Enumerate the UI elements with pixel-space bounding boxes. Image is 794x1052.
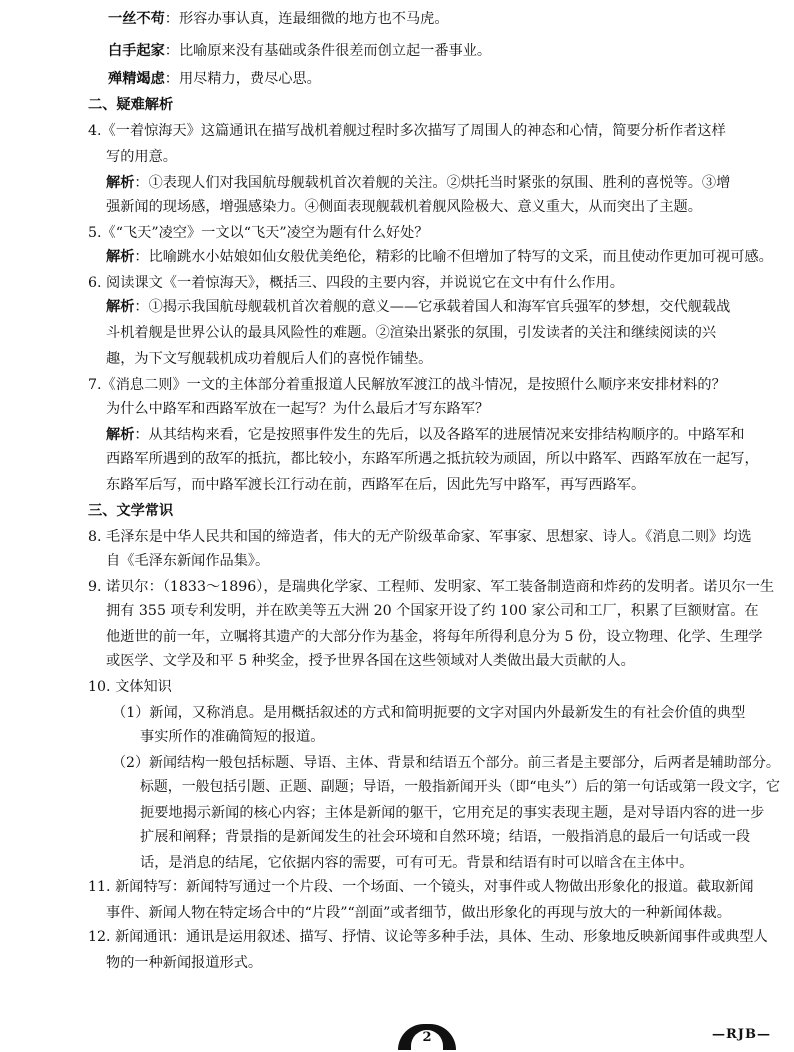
paragraph-text: 12. 新闻通讯：通讯是运用叙述、描写、抒情、议论等多种手法，具体、生动、形象地反映新闻事件或典型人 [88, 929, 768, 945]
idiom-line [108, 68, 321, 90]
answer-line [106, 296, 730, 318]
paragraph-text: 事件、新闻人物在特定场合中的“片段”“剖面”或者细节，做出形象化的再现与放大的一种新闻体裁。 [106, 905, 731, 921]
idiom-term: 白手起家 [108, 43, 165, 59]
paragraph-text: 事实所作的准确简短的报道。 [140, 729, 325, 745]
paragraph-text: （1）新闻，又称消息。是用概括叙述的方式和简明扼要的文字对国内外最新发生的有社会价值的典型 [112, 705, 746, 721]
paragraph-text: （2）新闻结构一般包括标题、导语、主体、背景和结语五个部分。前三者是主要部分，后两者是辅助部分。 [112, 755, 780, 771]
analysis-label: 解析 [106, 427, 135, 443]
idiom-term: 殚精竭虑 [108, 71, 165, 87]
answer-text: ：从其结构来看，它是按照事件发生的先后，以及各路军的进展情况来安排结构顺序的。中路军和 [134, 427, 745, 443]
answer-line [106, 172, 730, 194]
answer-text: 强新闻的现场感，增强感染力。④侧面表现舰载机着舰风险极大、意义重大，从而突出了主题。 [106, 199, 702, 215]
paragraph-text: 标题，一般包括引题、正题、副题；导语，一般指新闻开头（即“电头”）后的第一句话或第一段文字，它 [140, 779, 780, 795]
idiom-definition: ：用尽精力，费尽心思。 [164, 71, 321, 87]
paragraph-text: 扩展和阐释；背景指的是新闻发生的社会环境和自然环境；结语，一般指消息的最后一句话或一段 [140, 829, 751, 845]
analysis-label: 解析 [106, 175, 135, 191]
answer-line [106, 246, 773, 268]
paragraph-text: 扼要地揭示新闻的核心内容；主体是新闻的躯干，它用充足的事实表现主题，是对导语内容的进一步 [140, 805, 765, 821]
paragraph-text: 11. 新闻特写：新闻特写通过一个片段、一个场面、一个镜头，对事件或人物做出形象化的报道。截取新闻 [88, 879, 754, 895]
question-text: 5.《“飞天”凌空》一文以“飞天”凌空为题有什么好处？ [88, 225, 429, 241]
question-text: 4.《一着惊海天》这篇通讯在描写战机着舰过程时多次描写了周围人的神态和心情，简要分析作者这样 [88, 123, 726, 139]
question-text: 6. 阅读课文《一着惊海天》，概括三、四段的主要内容，并说说它在文中有什么作用。 [88, 275, 624, 291]
paragraph-text: 自《毛泽东新闻作品集》。 [106, 553, 270, 569]
idiom-line [108, 40, 491, 62]
paragraph-text: 话，是消息的结尾，它依据内容的需要，可有可无。背景和结语有时可以暗含在主体中。 [140, 855, 694, 871]
page-number: 2 [422, 1030, 432, 1045]
question-text: 7.《消息二则》一文的主体部分着重报道人民解放军渡江的战斗情况，是按照什么顺序来安排材料的？ [88, 377, 726, 393]
answer-text: ：①揭示我国航母舰载机首次着舰的意义——它承载着国人和海军官兵强军的梦想，交代舰载战 [134, 299, 731, 315]
answer-text: 西路军所遇到的敌军的抵抗，都比较小，东路军所遇之抵抗较为顽固，所以中路军、西路军放在一起写， [106, 451, 759, 467]
analysis-label: 解析 [106, 299, 135, 315]
answer-text: 趣，为下文写舰载机成功着舰后人们的喜悦作铺垫。 [106, 351, 433, 367]
section-heading: 三、文学常识 [88, 503, 174, 519]
paragraph-text: 9. 诺贝尔：（1833～1896），是瑞典化学家、工程师、发明家、军工装备制造商和炸药的发明者。诺贝尔一生 [88, 579, 775, 595]
answer-line [106, 424, 744, 446]
answer-text: 东路军后写，而中路军渡长江行动在前，西路军在后，因此先写中路军，再写西路军。 [106, 477, 646, 493]
question-text: 为什么中路军和西路军放在一起写？为什么最后才写东路军？ [106, 401, 490, 417]
paragraph-text: 他逝世的前一年，立嘱将其遗产的大部分作为基金，将每年所得利息分为 5 份，设立物理、化学、生理学 [106, 629, 763, 645]
answer-text: ：比喻跳水小姑娘如仙女般优美绝伦，精彩的比喻不但增加了特写的文采，而且使动作更加可视可感。 [134, 249, 773, 265]
footer-code: —RJB— [712, 1027, 771, 1042]
paragraph-text: 或医学、文学及和平 5 种奖金，授予世界各国在这些领域对人类做出最大贡献的人。 [106, 653, 635, 669]
paragraph-text: 拥有 355 项专利发明，并在欧美等五大洲 20 个国家开设了约 100 家公司和工厂，积累了巨额财富。在 [106, 603, 759, 619]
idiom-term: 一丝不苟 [108, 11, 165, 27]
question-text: 写的用意。 [106, 149, 177, 165]
idiom-line [108, 8, 449, 30]
paragraph-text: 物的一种新闻报道形式。 [106, 955, 263, 971]
section-heading: 二、疑难解析 [88, 97, 174, 113]
paragraph-title: 10. 文体知识 [88, 679, 172, 695]
idiom-definition: ：比喻原来没有基础或条件很差而创立起一番事业。 [164, 43, 492, 59]
answer-text: ：①表现人们对我国航母舰载机首次着舰的关注。②烘托当时紧张的氛围、胜利的喜悦等。③增 [134, 175, 731, 191]
analysis-label: 解析 [106, 249, 135, 265]
answer-text: 斗机着舰是世界公认的最具风险性的难题。②渲染出紧张的氛围，引发读者的关注和继续阅读的兴 [106, 325, 717, 341]
paragraph-text: 8. 毛泽东是中华人民共和国的缔造者，伟大的无产阶级革命家、军事家、思想家、诗人。《消息二则》均选 [88, 529, 752, 545]
idiom-definition: ：形容办事认真，连最细微的地方也不马虎。 [164, 11, 449, 27]
